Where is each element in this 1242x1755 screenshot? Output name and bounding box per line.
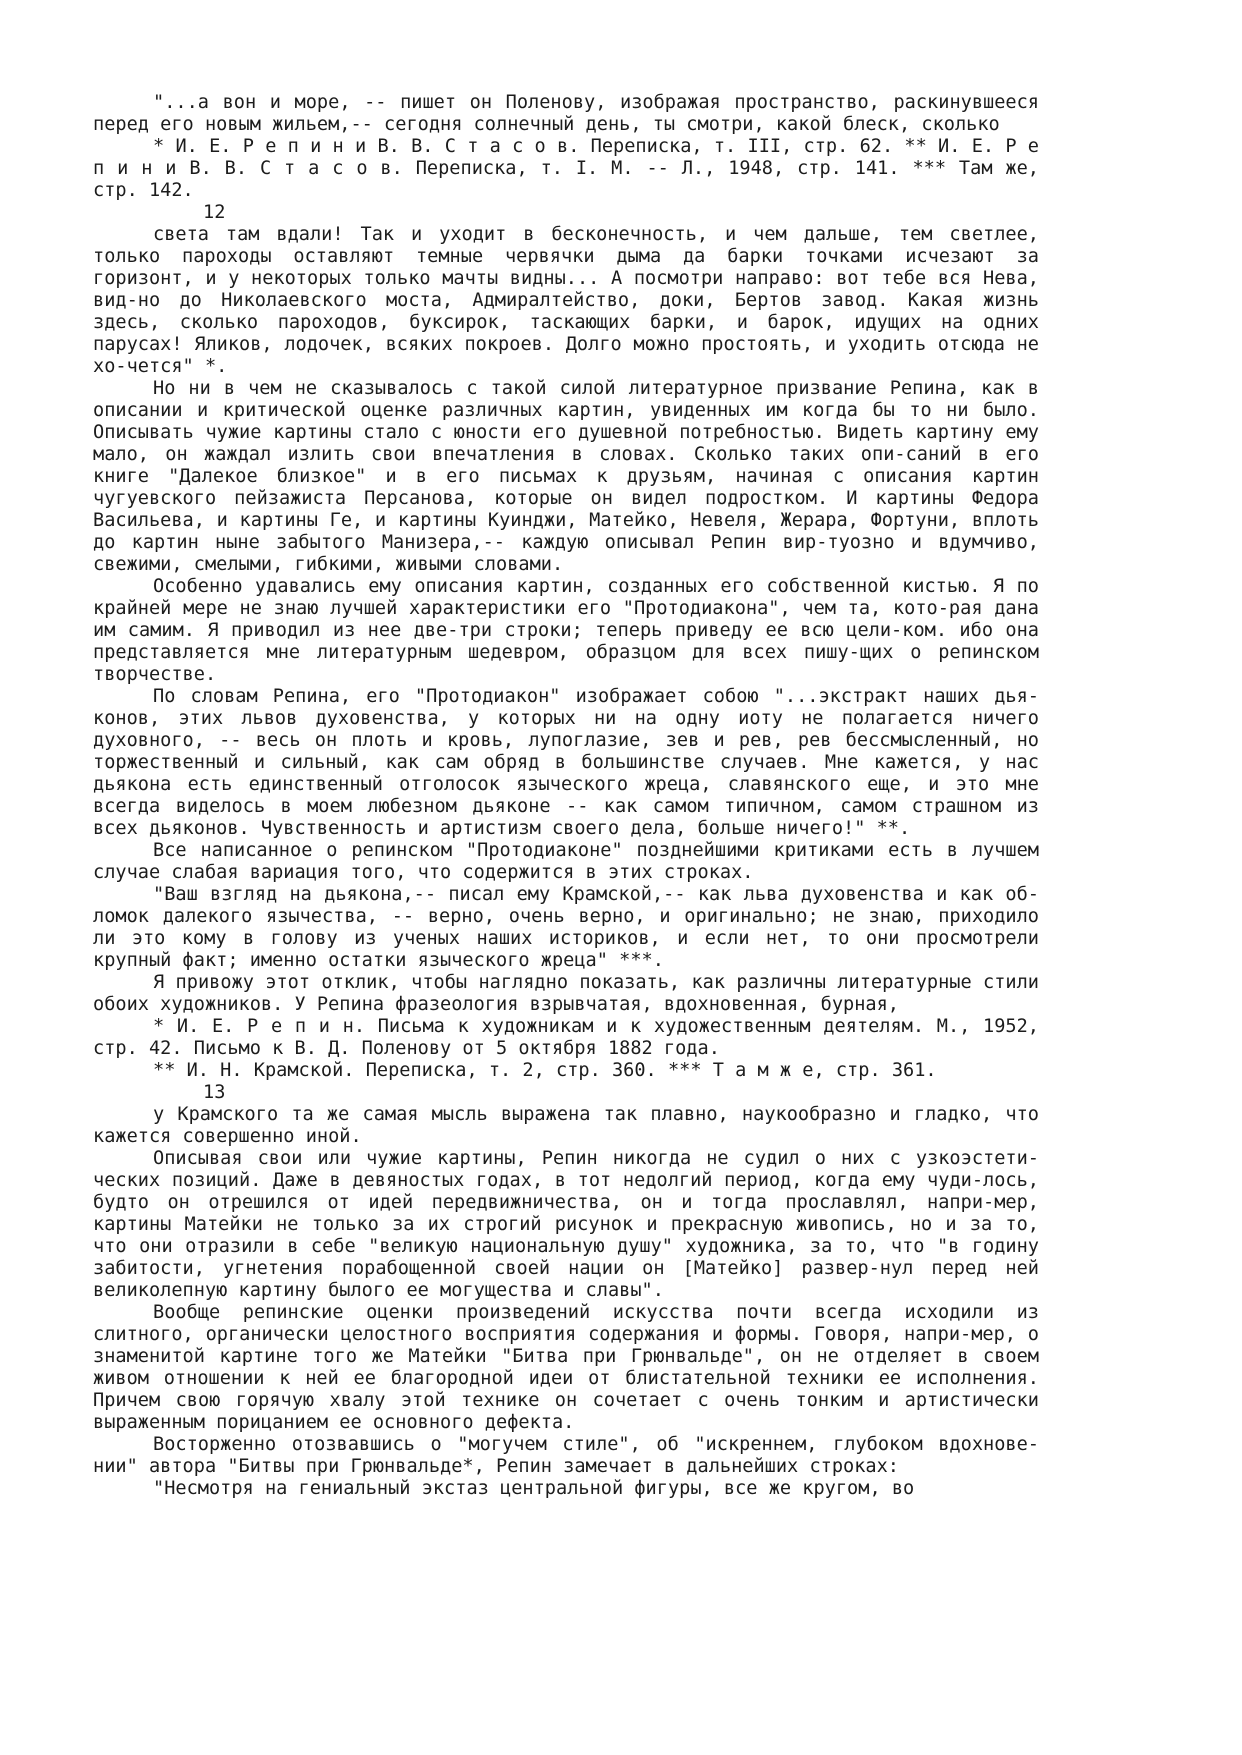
paragraph: "Несмотря на гениальный экстаз центральной фигуры, все же кругом, во	[153, 1478, 915, 1499]
paragraph: Особенно удавались ему описания картин, созданных его собственной кистью. Я по крайней мере не знаю лучшей характеристики его "Протодиакона", чем та, кото-рая дана им самим. Я приводил из нее две-три строки; теперь приведу ее всю цели-ком. ибо она представляется мне литературным шедевром, образцом для всех пишу-щих о репинском творчестве.	[93, 576, 1039, 685]
paragraph: Все написанное о репинском "Протодиаконе" позднейшими критиками есть в лучшем случае слабая вариация того, что содержится в этих строках.	[93, 840, 1039, 883]
page-number: 13	[203, 1082, 226, 1103]
paragraph: Но ни в чем не сказывалось с такой силой литературное призвание Репина, как в описании и критической оценке различных картин, увиденных им когда бы то ни было. Описывать чужие картины стало с юности его душевной потребностью. Видеть картину ему мало, он жаждал излить свои впечатления в словах. Сколько таких опи-саний в его книге "Далекое близкое" и в его письмах к друзьям, начиная с описания картин чугуевского пейзажиста Персанова, которые он видел подростком. И картины Федора Васильева, и картины Ге, и картины Куинджи, Матейко, Невеля, Жерара, Фортуни, вплоть до картин ныне забытого Манизера,-- каждую описывал Репин вир-туозно и вдумчиво, свежими, смелыми, гибкими, живыми словами.	[93, 378, 1039, 575]
page-text	[93, 92, 1039, 1500]
paragraph: Восторженно отозвавшись о "могучем стиле", об "искреннем, глубоком вдохнове-нии" автора "Битвы при Грюнвальде*, Репин замечает в дальнейших строках:	[93, 1434, 1039, 1477]
paragraph: Вообще репинские оценки произведений искусства почти всегда исходили из слитного, органически целостного восприятия содержания и формы. Говоря, напри-мер, о знаменитой картине того же Матейки "Битва при Грюнвальде", он не отделяет в своем живом отношении к ней ее благородной идеи от блистательной техники ее исполнения. Причем свою горячую хвалу этой технике он сочетает с очень тонким и артистически выраженным порицанием ее основного дефекта.	[93, 1302, 1039, 1433]
paragraph: По словам Репина, его "Протодиакон" изображает собою "...экстракт наших дья-конов, этих львов духовенства, у которых ни на одну иоту не полагается ничего духовного, -- весь он плоть и кровь, лупоглазие, зев и рев, рев бессмысленный, но торжественный и сильный, как сам обряд в большинстве случаев. Мне кажется, у нас дьякона есть единственный отголосок языческого жреца, славянского еще, и это мне всегда виделось в моем любезном дьяконе -- как самом типичном, самом страшном из всех дьяконов. Чувственность и артистизм своего дела, больше ничего!" **.	[93, 686, 1039, 839]
footnote: * И. Е. Р е п и н. Письма к художникам и к художественным деятелям. М., 1952, стр. 42. Письмо к В. Д. Поленову от 5 октября 1882 года.	[93, 1016, 1039, 1059]
footnote: * И. Е. Р е п и н и В. В. С т а с о в. Переписка, т. III, стр. 62. ** И. Е. Р е п и н и В. В. С т а с о в. Переписка, т. I. М. -- Л., 1948, стр. 141. *** Там же, стр. 142.	[93, 136, 1039, 201]
paragraph: у Крамского та же самая мысль выражена так плавно, наукообразно и гладко, что кажется совершенно иной.	[93, 1104, 1039, 1147]
paragraph: Описывая свои или чужие картины, Репин никогда не судил о них с узкоэстети-ческих позиций. Даже в девяностых годах, в тот недолгий период, когда ему чуди-лось, будто он отрешился от идей передвижничества, он и тогда прославлял, напри-мер, картины Матейки не только за их строгий рисунок и прекрасную живопись, но и за то, что они отразили в себе "великую национальную душу" художника, за то, что "в годину забитости, угнетения порабощенной своей нации он [Матейко] развер-нул перед ней великолепную картину былого ее могущества и славы".	[93, 1148, 1039, 1301]
paragraph: Я привожу этот отклик, чтобы наглядно показать, как различны литературные стили обоих художников. У Репина фразеология взрывчатая, вдохновенная, бурная,	[93, 972, 1039, 1015]
paragraph: "...а вон и море, -- пишет он Поленову, изображая пространство, раскинувшееся перед его новым жильем,-- сегодня солнечный день, ты смотри, какой блеск, сколько	[93, 92, 1039, 135]
footnote: ** И. Н. Крамской. Переписка, т. 2, стр. 360. *** Т а м ж е, стр. 361.	[153, 1060, 937, 1081]
paragraph: "Ваш взгляд на дьякона,-- писал ему Крамской,-- как льва духовенства и как об-ломок далекого язычества, -- верно, очень верно, и оригинально; не знаю, приходило ли это кому в голову из ученых наших историков, и если нет, то они просмотрели крупный факт; именно остатки языческого жреца" ***.	[93, 884, 1039, 971]
page-number: 12	[203, 202, 226, 223]
paragraph: света там вдали! Так и уходит в бесконечность, и чем дальше, тем светлее, только пароходы оставляют темные червячки дыма да барки точками исчезают за горизонт, и у некоторых только мачты видны... А посмотри направо: вот тебе вся Нева, вид-но до Николаевского моста, Адмиралтейство, доки, Бертов завод. Какая жизнь здесь, сколько пароходов, буксирок, таскающих барки, и барок, идущих на одних парусах! Яликов, лодочек, всяких покроев. Долго можно простоять, и уходить отсюда не хо-чется" *.	[93, 224, 1039, 377]
